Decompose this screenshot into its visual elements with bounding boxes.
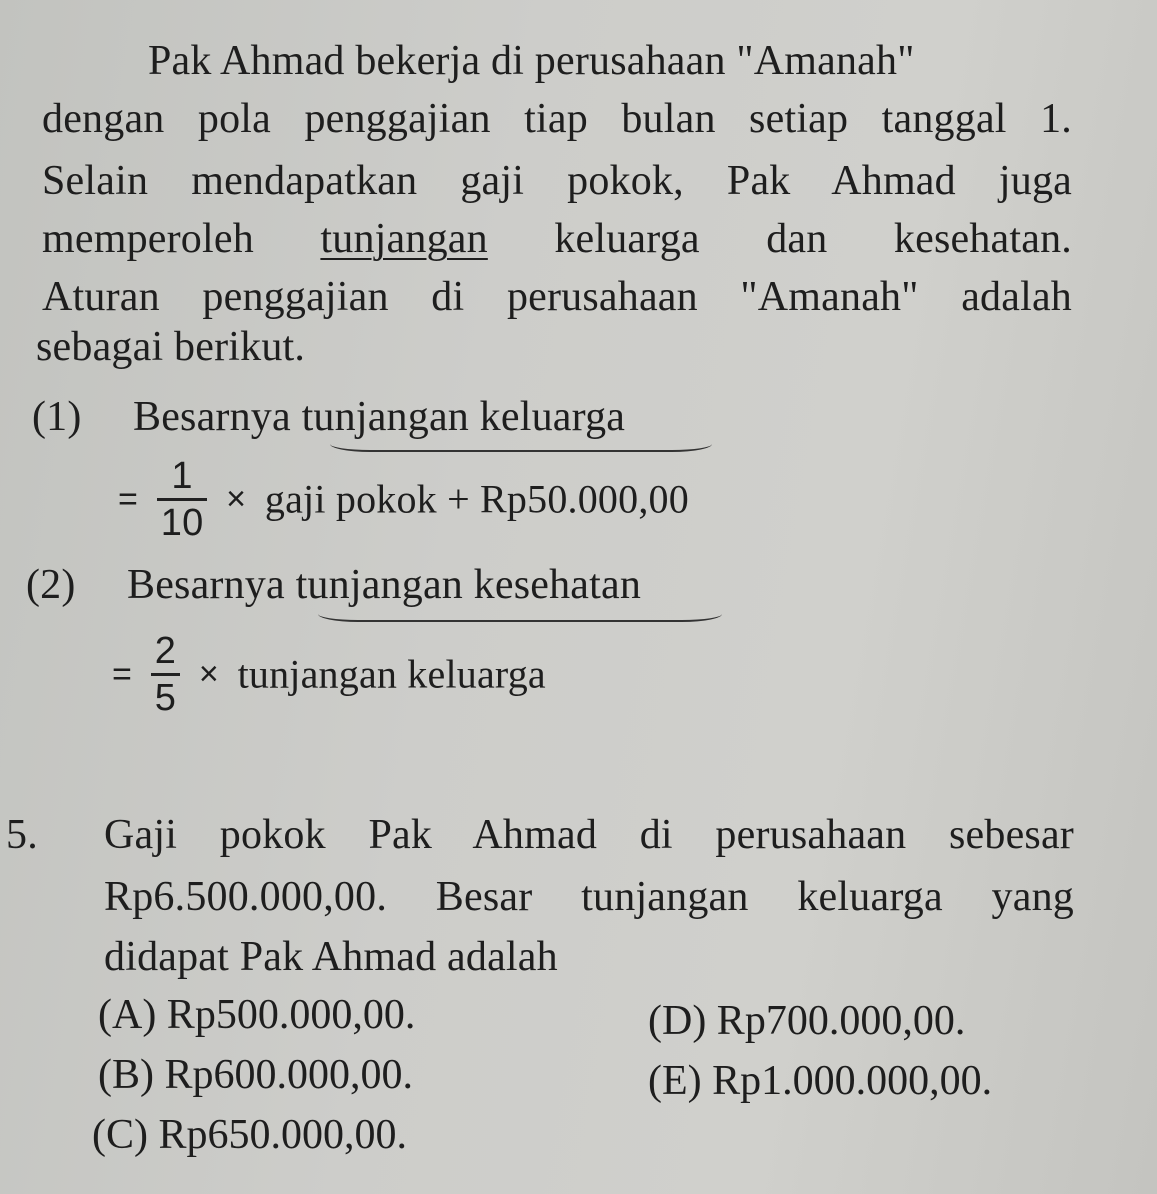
- question-number: 5.: [6, 812, 38, 858]
- rule-1-fraction: [157, 454, 208, 545]
- option-c[interactable]: (C) Rp650.000,00.: [92, 1112, 407, 1158]
- rule-1-number: (1): [32, 394, 82, 440]
- intro-line-6: sebagai berikut.: [36, 324, 306, 370]
- intro-line-4-word-memperoleh: memperoleh: [42, 216, 254, 262]
- intro-line-2: [42, 94, 1072, 144]
- question-line-1-text: Gaji pokok Pak Ahmad di perusahaan sebesar: [104, 812, 1074, 858]
- rule-1-equals: =: [118, 480, 139, 519]
- intro-line-2-text: dengan pola penggajian tiap bulan setiap tanggal 1.: [42, 96, 1072, 142]
- intro-line-4-rest: keluarga dan kesehatan.: [554, 216, 1073, 262]
- rule-2-label-term: tunjangan kesehatan: [295, 562, 642, 608]
- option-a[interactable]: (A) Rp500.000,00.: [98, 992, 416, 1038]
- intro-line-3-text: Selain mendapatkan gaji pokok, Pak Ahmad juga: [42, 158, 1072, 204]
- intro-line-4: [42, 214, 1072, 264]
- question-line-1: [104, 810, 1074, 860]
- rule-2-times: ×: [198, 655, 219, 694]
- intro-line-5-text: Aturan penggajian di perusahaan "Amanah" adalah: [42, 274, 1072, 320]
- rule-1-label-prefix: Besarnya: [132, 394, 291, 440]
- rule-1-label-term: tunjangan keluarga: [301, 394, 626, 440]
- rule-2-equals: =: [112, 655, 133, 694]
- rule-2-heading: [26, 560, 641, 610]
- rule-2-fraction: [151, 629, 180, 720]
- rule-2-denominator: 5: [154, 676, 177, 719]
- option-b[interactable]: (B) Rp600.000,00.: [98, 1052, 413, 1098]
- rule-2-numerator: 2: [151, 629, 180, 676]
- intro-line-3: [42, 156, 1072, 206]
- rule-1-denominator: 10: [160, 501, 204, 544]
- intro-line-1: Pak Ahmad bekerja di perusahaan "Amanah": [148, 38, 915, 84]
- rule-1-formula: [118, 448, 689, 547]
- rule-2-formula: [112, 618, 546, 727]
- rule-1-formula-rest: gaji pokok + Rp50.000,00: [264, 476, 689, 522]
- rule-2-label-prefix: Besarnya: [126, 562, 285, 608]
- question-line-3: didapat Pak Ahmad adalah: [104, 934, 558, 980]
- question-line-2: [104, 872, 1074, 922]
- option-d[interactable]: (D) Rp700.000,00.: [648, 998, 966, 1044]
- rule-1-numerator: 1: [157, 454, 208, 501]
- rule-1-times: ×: [226, 480, 247, 519]
- rule-2-formula-rest: tunjangan keluarga: [237, 651, 546, 697]
- intro-line-5: [42, 272, 1072, 322]
- question-line-2-text: Rp6.500.000,00. Besar tunjangan keluarga yang: [104, 874, 1074, 920]
- intro-line-4-word-tunjangan: tunjangan: [320, 216, 488, 262]
- option-e[interactable]: (E) Rp1.000.000,00.: [648, 1058, 993, 1104]
- rule-2-number: (2): [26, 562, 76, 608]
- rule-1-heading: [32, 392, 625, 442]
